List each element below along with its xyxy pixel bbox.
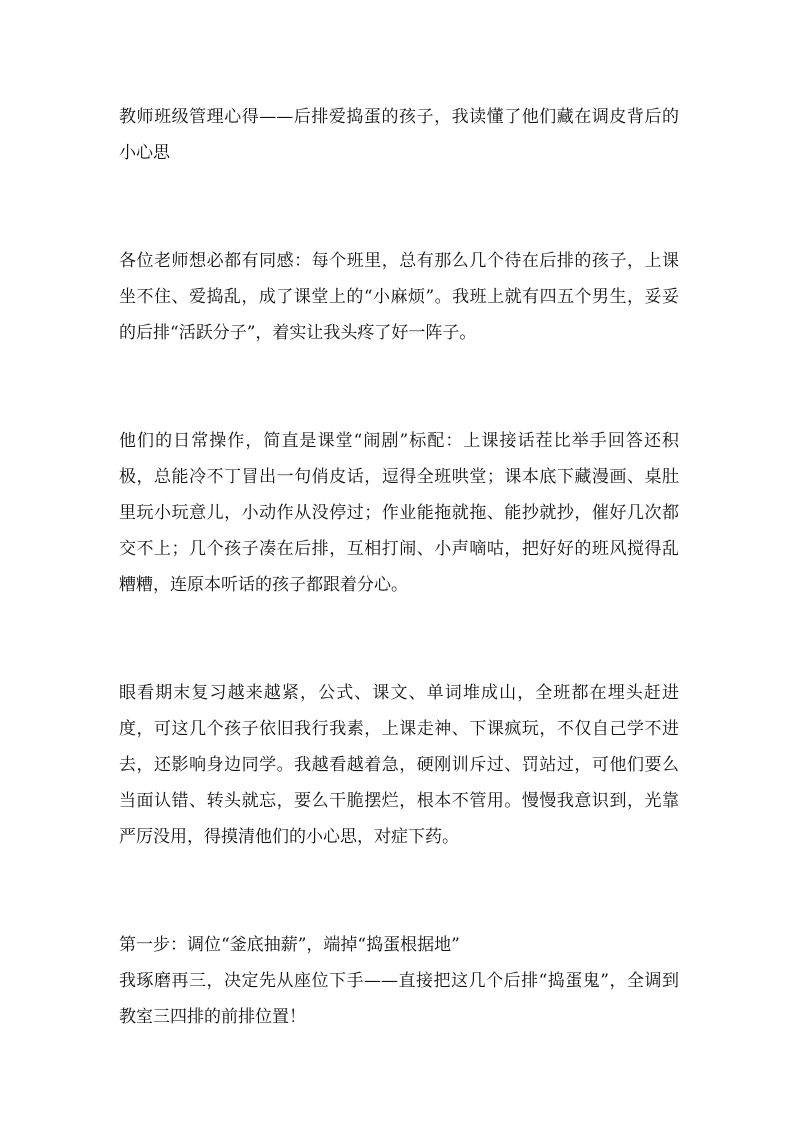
step-body: 我琢磨再三，决定先从座位下手——直接把这几个后排“捣蛋鬼”，全调到教室三四排的前排位置！ — [119, 971, 679, 1027]
paragraph-intro: 各位老师想必都有同感：每个班里，总有那么几个待在后排的孩子，上课坐不住、爱捣乱，成了课堂上的“小麻烦”。我班上就有四五个男生，妥妥的后排“活跃分子”，着实让我头疼了好一阵子。 — [119, 251, 679, 343]
paragraph-spacer — [119, 207, 679, 243]
step-heading: 第一步：调位“釜底抽薪”，端掉“捣蛋根据地” — [119, 935, 460, 955]
paragraph-spacer — [119, 351, 679, 387]
paragraph-behavior: 他们的日常操作，简直是课堂“闹剧”标配：上课接话茬比举手回答还积极，总能冷不丁冒出一句俏皮话，逗得全班哄堂；课本底下藏漫画、桌肚里玩小玩意儿，小动作从没停过；作业能拖就拖、能抄就抄，催好几次都交不上；几个孩子凑在后排，互相打闹、小声嘀咕，把好好的班风搅得乱糟糟，连原本听话的孩子都跟着分心。 — [119, 431, 679, 595]
paragraph-spacer — [119, 171, 679, 207]
paragraph-realization: 眼看期末复习越来越紧，公式、课文、单词堆成山，全班都在埋头赶进度，可这几个孩子依旧我行我素，上课走神、下课疯玩，不仅自己学不进去，还影响身边同学。我越看越着急，硬刚训斥过、罚站过，可他们要么当面认错、转头就忘，要么干脆摆烂，根本不管用。慢慢我意识到，光靠严厉没用，得摸清他们的小心思，对症下药。 — [119, 683, 679, 847]
document-title: 教师班级管理心得——后排爱捣蛋的孩子，我读懂了他们藏在调皮背后的小心思 — [119, 107, 679, 163]
document-page — [119, 99, 679, 1035]
paragraph-spacer — [119, 639, 679, 675]
paragraph-spacer — [119, 891, 679, 927]
paragraph-spacer — [119, 387, 679, 423]
paragraph-spacer — [119, 855, 679, 891]
paragraph-spacer — [119, 603, 679, 639]
